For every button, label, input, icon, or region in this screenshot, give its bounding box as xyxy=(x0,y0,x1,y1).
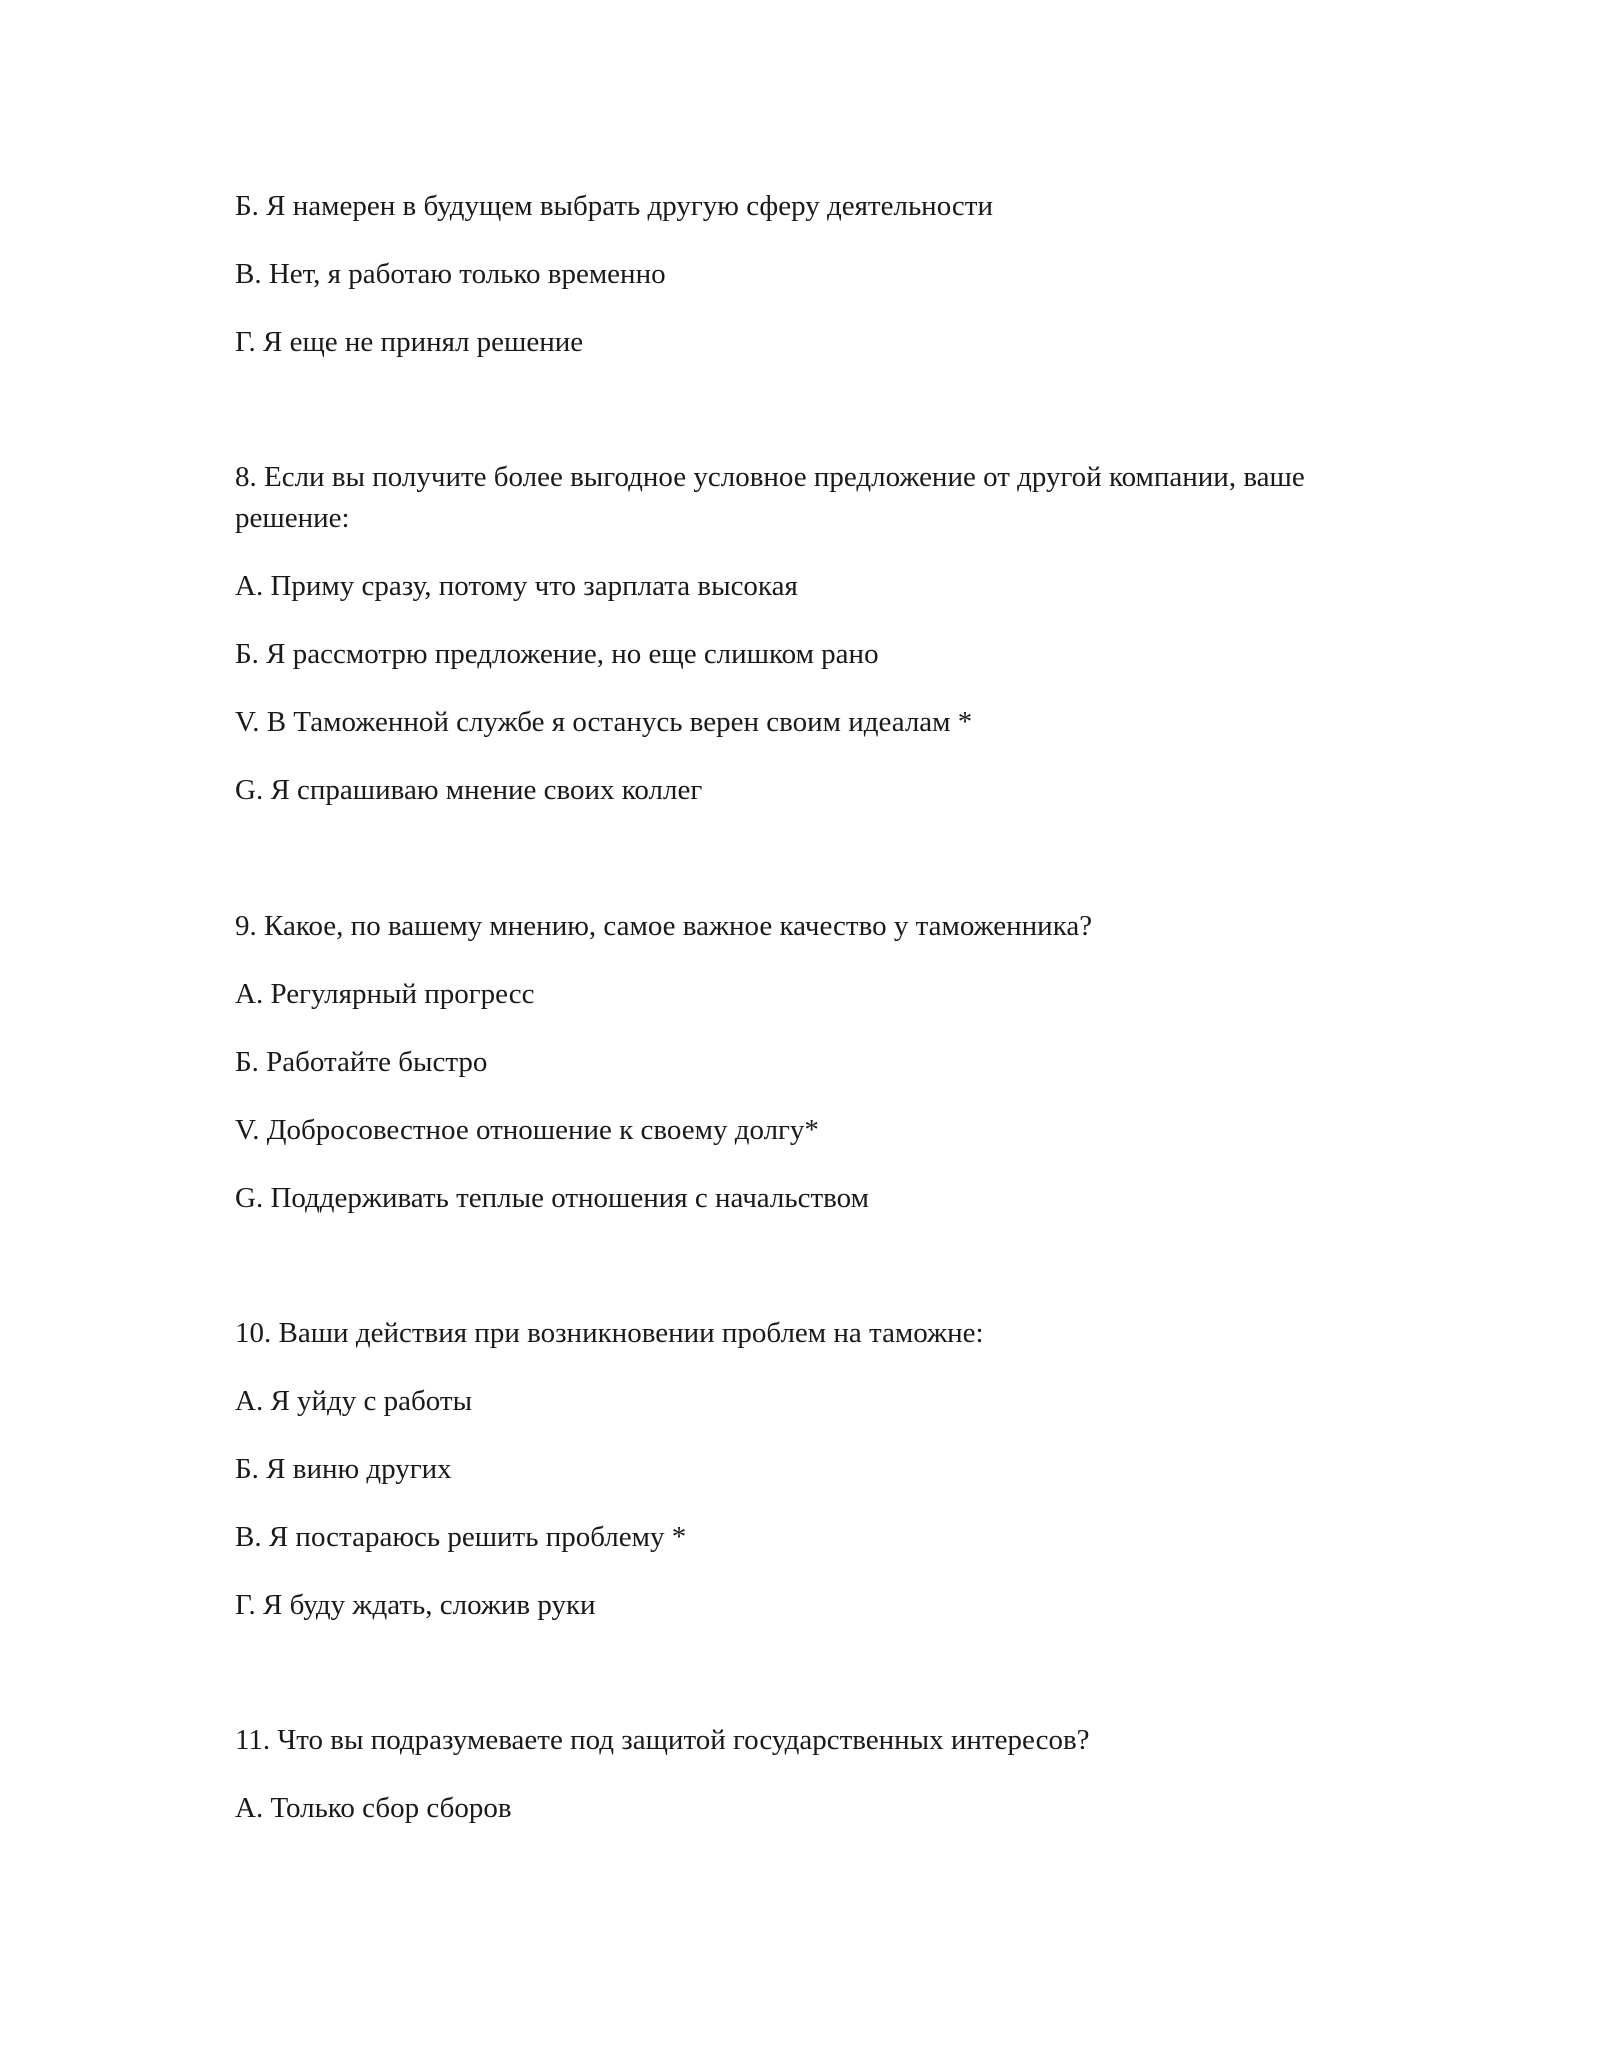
question-9-title: 9. Какое, по вашему мнению, самое важное качество у таможенника? xyxy=(235,910,1093,942)
answer-option-q9-b: Б. Работайте быстро xyxy=(235,1046,488,1078)
answer-option-q9-g: G. Поддерживать теплые отношения с начальством xyxy=(235,1182,869,1214)
answer-option-q8-b: Б. Я рассмотрю предложение, но еще слишком рано xyxy=(235,638,879,670)
answer-option-q9-v: V. Добросовестное отношение к своему долгу* xyxy=(235,1114,819,1146)
answer-option-q7-v: В. Нет, я работаю только временно xyxy=(235,258,666,290)
answer-option-q10-g: Г. Я буду ждать, сложив руки xyxy=(235,1589,596,1621)
answer-option-q7-b: Б. Я намерен в будущем выбрать другую сферу деятельности xyxy=(235,190,993,222)
question-10-title: 10. Ваши действия при возникновении проблем на таможне: xyxy=(235,1317,984,1349)
answer-option-q11-a: А. Только сбор сборов xyxy=(235,1792,512,1824)
answer-option-q10-a: А. Я уйду с работы xyxy=(235,1385,473,1417)
question-8-title: 8. Если вы получите более выгодное условное предложение от другой компании, ваше решение: xyxy=(235,461,1305,534)
answer-option-q10-v: В. Я постараюсь решить проблему * xyxy=(235,1521,687,1553)
answer-option-q7-g: Г. Я еще не принял решение xyxy=(235,326,584,358)
answer-option-q8-g: G. Я спрашиваю мнение своих коллег xyxy=(235,774,703,806)
question-11-title: 11. Что вы подразумеваете под защитой государственных интересов? xyxy=(235,1724,1090,1756)
answer-option-q8-v: V. В Таможенной службе я останусь верен своим идеалам * xyxy=(235,706,973,738)
answer-option-q8-a: А. Приму сразу, потому что зарплата высокая xyxy=(235,570,798,602)
answer-option-q10-b: Б. Я виню других xyxy=(235,1453,452,1485)
answer-option-q9-a: А. Регулярный прогресс xyxy=(235,978,535,1010)
